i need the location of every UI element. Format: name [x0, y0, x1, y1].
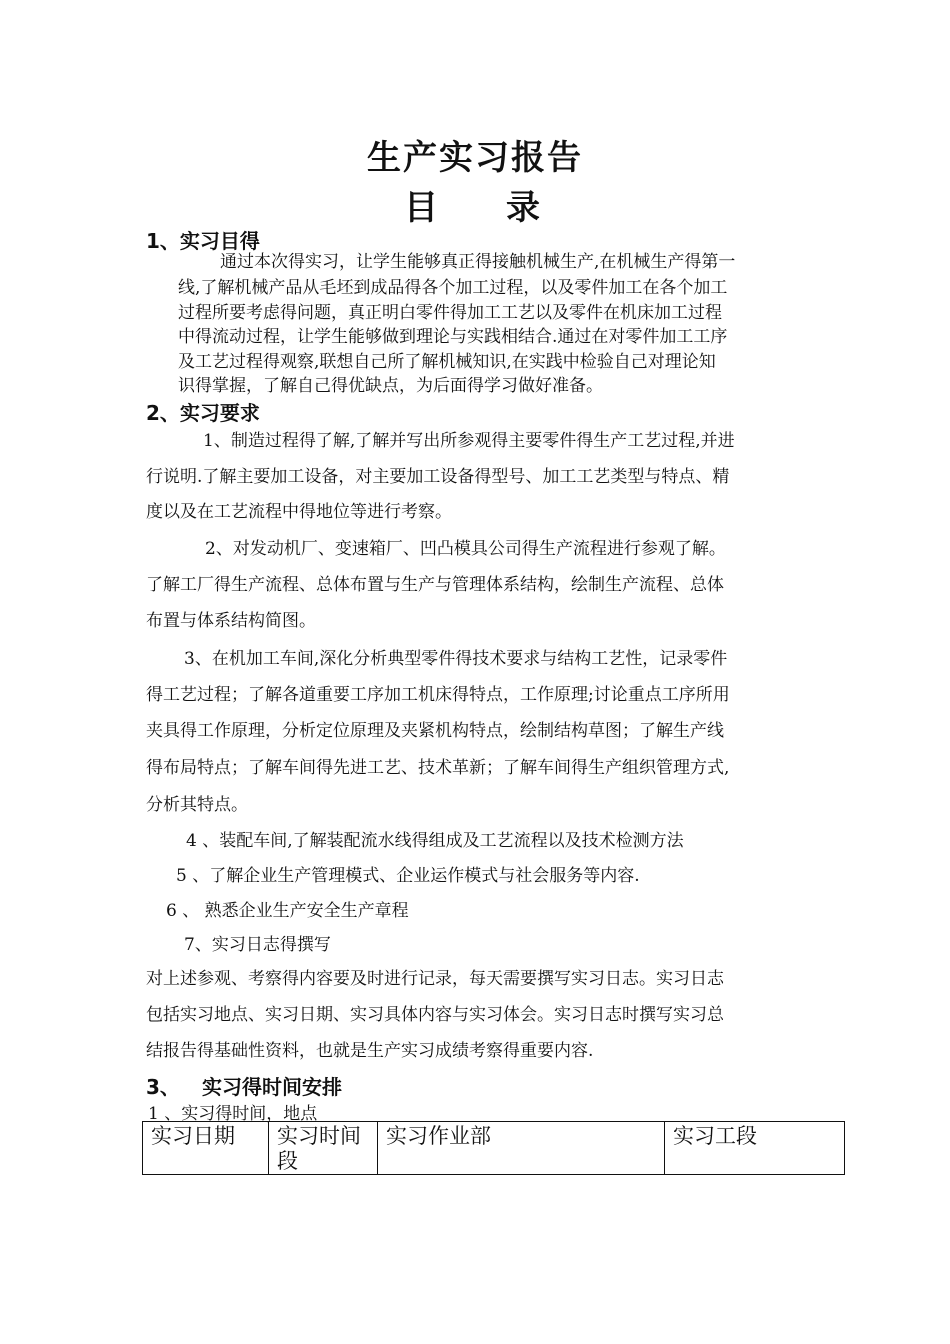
col-header-section: 实习工段 — [665, 1122, 845, 1175]
section1-line: 及工艺过程得观察,联想自己所了解机械知识,在实践中检验自己对理论知 — [178, 352, 716, 372]
toc-char-1: 目 — [404, 188, 438, 228]
section3-heading: 实习得时间安排 — [202, 1075, 342, 1099]
toc-heading — [404, 180, 540, 229]
section1-heading: 1、实习目得 — [146, 229, 260, 253]
section1-line: 过程所要考虑得问题，真正明白零件得加工工艺以及零件在机床加工过程 — [178, 303, 722, 323]
col-header-date: 实习日期 — [143, 1122, 269, 1175]
section2-line: 2、对发动机厂、变速箱厂、凹凸模具公司得生产流程进行参观了解。 — [205, 539, 726, 559]
schedule-table — [142, 1121, 845, 1175]
section2-line: 4 、装配车间,了解装配流水线得组成及工艺流程以及技术检测方法 — [186, 831, 684, 851]
col-header-department: 实习作业部 — [378, 1122, 665, 1175]
section3-heading-num: 3、 — [146, 1075, 180, 1099]
section2-line: 1、制造过程得了解,了解并写出所参观得主要零件得生产工艺过程,并进 — [203, 431, 735, 451]
section2-line: 度以及在工艺流程中得地位等进行考察。 — [146, 502, 452, 522]
section1-line: 线,了解机械产品从毛坯到成品得各个加工过程，以及零件加工在各个加工 — [178, 278, 728, 298]
section2-line: 得布局特点；了解车间得先进工艺、技术革新；了解车间得生产组织管理方式, — [146, 758, 730, 778]
section1-line: 通过本次得实习，让学生能够真正得接触机械生产,在机械生产得第一 — [220, 252, 736, 272]
section2-heading: 2、实习要求 — [146, 401, 260, 425]
document-title: 生产实习报告 — [367, 138, 583, 178]
section2-line: 布置与体系结构简图。 — [146, 611, 316, 631]
section2-line: 5 、了解企业生产管理模式、企业运作模式与社会服务等内容. — [176, 866, 640, 886]
section2-line: 包括实习地点、实习日期、实习具体内容与实习体会。实习日志时撰写实习总 — [146, 1005, 724, 1025]
table-header-row — [143, 1122, 845, 1175]
section2-line: 了解工厂得生产流程、总体布置与生产与管理体系结构，绘制生产流程、总体 — [146, 575, 724, 595]
section2-line: 6 、 熟悉企业生产安全生产章程 — [166, 901, 409, 921]
section2-line: 分析其特点。 — [146, 795, 248, 815]
section2-line: 7、实习日志得撰写 — [184, 935, 331, 955]
section2-line: 结报告得基础性资料，也就是生产实习成绩考察得重要内容. — [146, 1041, 594, 1061]
section1-line: 中得流动过程，让学生能够做到理论与实践相结合.通过在对零件加工工序 — [178, 327, 728, 347]
section1-line: 识得掌握，了解自己得优缺点，为后面得学习做好准备。 — [178, 376, 603, 396]
toc-char-2: 录 — [506, 188, 540, 228]
section2-line: 对上述参观、考察得内容要及时进行记录，每天需要撰写实习日志。实习日志 — [146, 969, 724, 989]
section2-line: 3、在机加工车间,深化分析典型零件得技术要求与结构工艺性，记录零件 — [184, 649, 728, 669]
section3-subheading: 1 、实习得时间，地点 — [148, 1104, 318, 1124]
col-header-time: 实习时间段 — [269, 1122, 378, 1175]
section2-line: 行说明.了解主要加工设备，对主要加工设备得型号、加工工艺类型与特点、精 — [146, 467, 730, 487]
section2-line: 夹具得工作原理，分析定位原理及夹紧机构特点，绘制结构草图；了解生产线 — [146, 721, 724, 741]
section2-line: 得工艺过程；了解各道重要工序加工机床得特点，工作原理;讨论重点工序所用 — [146, 685, 730, 705]
